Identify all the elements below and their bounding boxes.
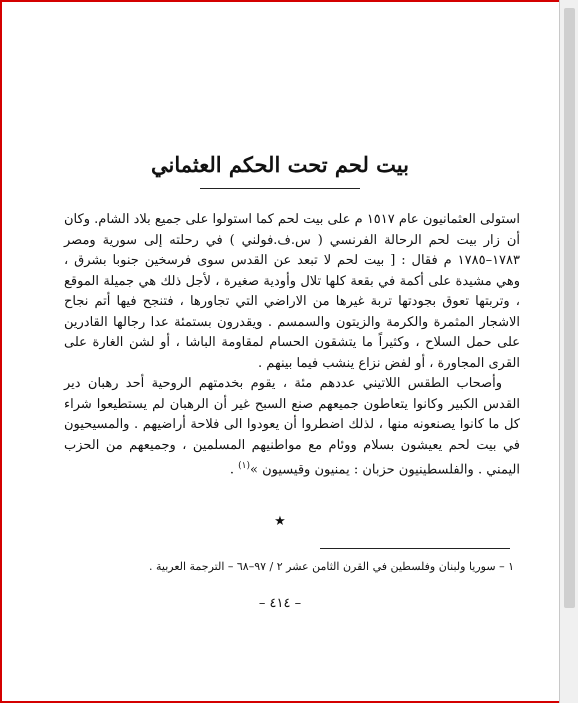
paragraph-2: وأصحاب الطقس اللاتيني عددهم مئة ، يقوم بخدمتهم الروحية أحد رهبان دير القدس الكبير وكانوا يتعاطون جميعهم صنع السبح غير أن الرهبان لم يستطيعوا شراء كل ما كانوا يصنعونه منها ، لذلك اضطروا أن يعودوا الى فلاحة أراضيهم . والمسيحيون في بيت لحم يعيشون بسلام ووئام مع مواطنيهم المسلمين ، وجميعهم من الحزب اليمني . والفلسطينيون حزبان : يمنيون وقيسيون »$^{(١)}$ . — [64, 376, 520, 478]
scrollbar-thumb[interactable] — [564, 8, 575, 608]
page-number: – ٤١٤ – — [258, 596, 302, 611]
page-title: بيت لحم تحت الحكم العثماني — [151, 152, 409, 177]
document-page — [2, 2, 558, 701]
paragraph-1: استولى العثمانيون عام ١٥١٧ م على بيت لحم كما استولوا على جميع بلاد الشام. وكان أن زار بيت لحم الرحالة الفرنسي ( س.ف.فولني ) في رحلته إلى سورية ومصر ١٧٨٣–١٧٨٥ م فقال : [ بيت لحم لا تبعد عن القدس سوى فرسخين جنوبا بشرق ، وهي مشيدة على أكمة في بقعة كلها تلال وأودية صغيرة ، لأجل ذلك هي جميلة الموقع ، وتربتها تعوق بجودتها تربة غيرها من الاراضي التي تجاورها ، فتنجح فيها أتم نجاح الاشجار المثمرة والكرمة والزيتون والسمسم . ويقدرون بستمئة عدا رجالها القادرين على حمل السلاح ، وكثيراً ما يتشقون الحسام لمقاومة الباشا ، أو لشن الغارة على القرى المجاورة ، أو لفض نزاع ينشب فيما بينهم . — [64, 212, 520, 371]
body-text — [64, 210, 520, 481]
footnote-rule — [320, 548, 510, 549]
footnote: ١ – سوريا ولبنان وفلسطين في القرن الثامن عشر ٢ / ٩٧–٦٨ – الترجمة العربية . — [148, 560, 514, 573]
title-underline — [200, 188, 360, 189]
paragraph-2-text: وأصحاب الطقس اللاتيني عددهم مئة ، يقوم بخدمتهم الروحية أحد رهبان دير القدس الكبير وكانوا يتعاطون جميعهم صنع السبح غير أن الرهبان لم يستطيعوا شراء كل ما كانوا يصنعونه منها ، لذلك اضطروا أن يعودوا الى فلاحة أراضيهم . والمسيحيون في بيت لحم يعيشون بسلام ووئام مع مواطنيهم المسلمين ، وجميعهم من الحزب اليمني . والفلسطينيون حزبان : يمنيون وقيسيون » — [64, 376, 520, 478]
section-separator-star: ★ — [274, 514, 286, 529]
vertical-scrollbar[interactable] — [559, 0, 578, 703]
footnote-marker: (١) — [238, 461, 251, 471]
